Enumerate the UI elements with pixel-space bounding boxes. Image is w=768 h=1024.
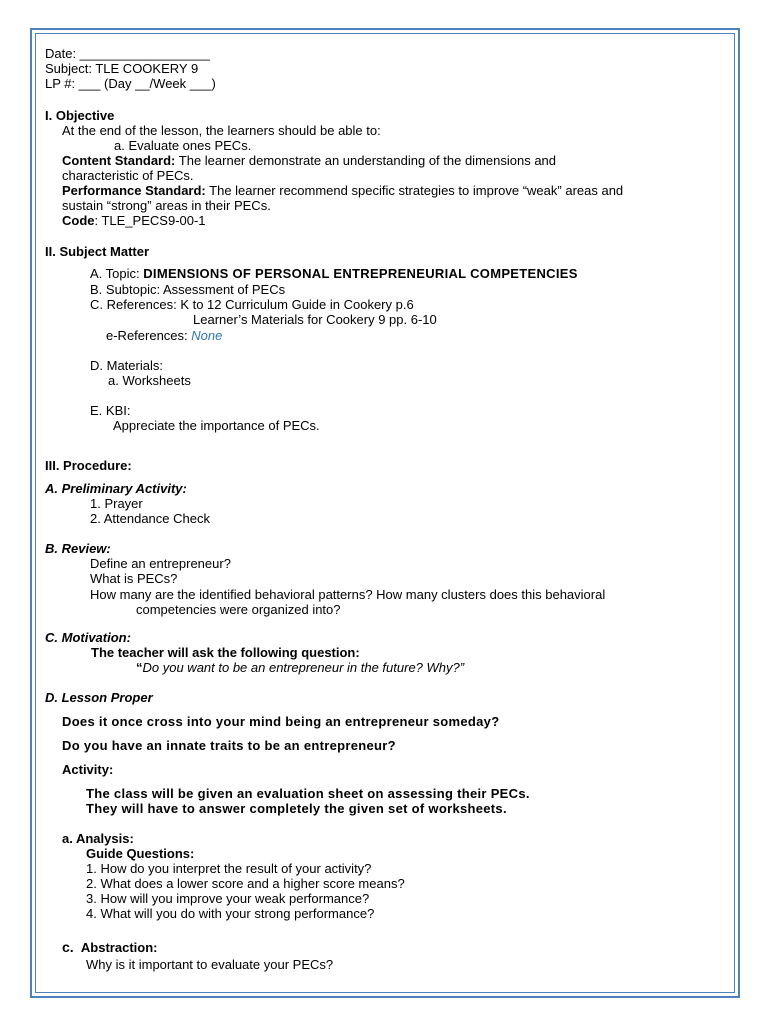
content-standard-text: The learner demonstrate an understanding of the dimensions and (175, 153, 557, 168)
ereferences-value: None (191, 328, 223, 343)
objective-heading: I. Objective (45, 108, 115, 123)
ereferences-label: e-References: (106, 328, 192, 343)
abstraction-label: Abstraction: (80, 940, 158, 955)
analysis-heading: a. Analysis: (62, 831, 134, 846)
lp-line: LP #: ___ (Day __/Week ___) (45, 76, 216, 91)
performance-standard-text: The learner recommend specific strategies to improve “weak” areas and (205, 183, 624, 198)
topic-label: A. Topic: (90, 266, 144, 281)
kbi-text: Appreciate the importance of PECs. (113, 418, 320, 433)
topic-line (90, 266, 578, 281)
content-standard (62, 153, 556, 168)
activity-line: The class will be given an evaluation sheet on assessing their PECs. (86, 786, 530, 801)
performance-standard (62, 183, 623, 198)
review-line: Define an entrepreneur? (90, 556, 231, 571)
guide-question: 1. How do you interpret the result of your activity? (86, 861, 372, 876)
guide-question: 2. What does a lower score and a higher score means? (86, 876, 405, 891)
motivation-line: The teacher will ask the following question: (91, 645, 360, 660)
code-line (62, 213, 206, 228)
procedure-heading: III. Procedure: (45, 458, 132, 473)
abstraction-heading (62, 940, 157, 955)
subject-line: Subject: TLE COOKERY 9 (45, 61, 199, 76)
review-heading: B. Review: (45, 541, 111, 556)
topic-value: DIMENSIONS OF PERSONAL ENTREPRENEURIAL COMPETENCIES (143, 266, 578, 281)
abstraction-question: Why is it important to evaluate your PECs? (86, 957, 334, 972)
guide-question: 4. What will you do with your strong performance? (86, 906, 375, 921)
review-line: How many are the identified behavioral patterns? How many clusters does this behavioral (90, 587, 606, 602)
activity-line: They will have to answer completely the given set of worksheets. (86, 801, 507, 816)
preliminary-item: 1. Prayer (90, 496, 143, 511)
code-label: Code (62, 213, 95, 228)
abstraction-letter: c. (62, 939, 74, 955)
performance-standard-label: Performance Standard: (62, 183, 206, 198)
date-line: Date: __________________ (45, 46, 210, 61)
references-line: C. References: K to 12 Curriculum Guide in Cookery p.6 (90, 297, 414, 312)
references-line-2: Learner’s Materials for Cookery 9 pp. 6-10 (193, 312, 437, 327)
motivation-quote: Do you want to be an entrepreneur in the future? Why?” (142, 660, 465, 675)
quote-mark: “ (136, 660, 143, 675)
materials-item-a: a. Worksheets (108, 373, 191, 388)
subtopic-line: B. Subtopic: Assessment of PECs (90, 282, 286, 297)
materials-line: D. Materials: (90, 358, 163, 373)
motivation-heading: C. Motivation: (45, 630, 131, 645)
content-standard-label: Content Standard: (62, 153, 176, 168)
lesson-proper-heading: D. Lesson Proper (45, 690, 153, 705)
code-text: : TLE_PECS9-00-1 (94, 213, 206, 228)
ereferences-line (106, 328, 222, 343)
lesson-question: Do you have an innate traits to be an entrepreneur? (62, 738, 396, 753)
objective-intro: At the end of the lesson, the learners should be able to: (62, 123, 381, 138)
preliminary-item: 2. Attendance Check (90, 511, 210, 526)
lesson-question: Does it once cross into your mind being an entrepreneur someday? (62, 714, 500, 729)
motivation-question (136, 660, 464, 675)
content-standard-text-2: characteristic of PECs. (62, 168, 194, 183)
guide-question: 3. How will you improve your weak performance? (86, 891, 370, 906)
kbi-line: E. KBI: (90, 403, 131, 418)
review-line: competencies were organized into? (136, 602, 341, 617)
performance-standard-text-2: sustain “strong” areas in their PECs. (62, 198, 271, 213)
activity-label: Activity: (62, 762, 114, 777)
review-line: What is PECs? (90, 571, 178, 586)
preliminary-heading: A. Preliminary Activity: (45, 481, 187, 496)
guide-questions-label: Guide Questions: (86, 846, 195, 861)
subject-matter-heading: II. Subject Matter (45, 244, 150, 259)
objective-item-a: a. Evaluate ones PECs. (114, 138, 252, 153)
